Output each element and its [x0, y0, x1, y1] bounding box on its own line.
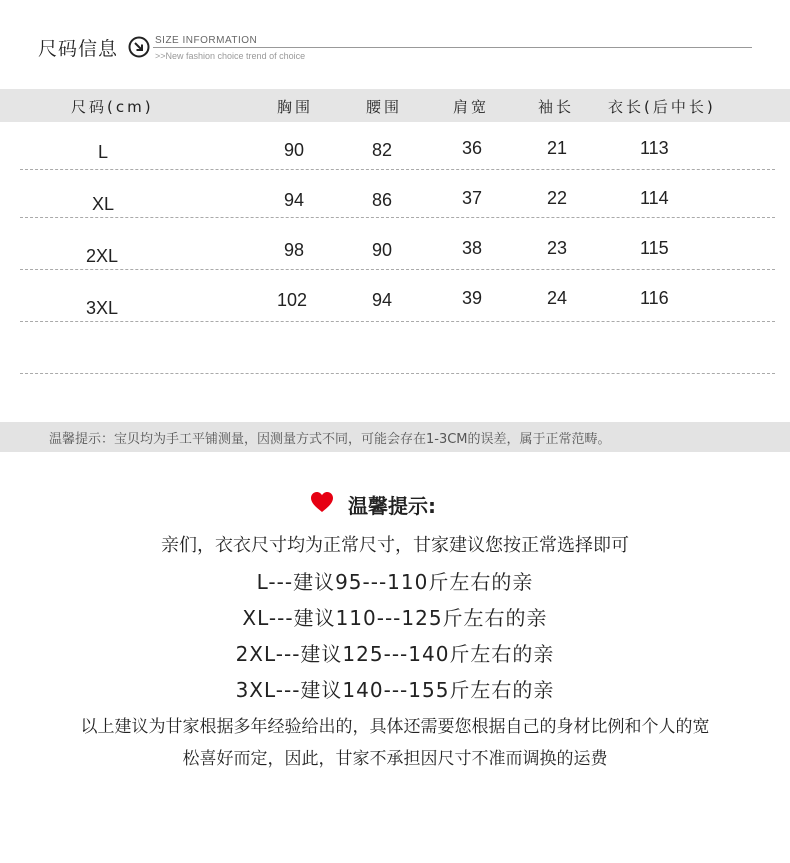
cell-chest: 94	[284, 190, 305, 210]
column-header-length: 衣长(后中长)	[608, 98, 716, 116]
notice-paragraph-line: 松喜好而定，因此，甘家不承担因尺寸不准而调换的运费	[182, 749, 608, 769]
cell-shoulder: 38	[462, 238, 483, 258]
column-header-size: 尺码(cm)	[71, 98, 154, 116]
cell-size: 3XL	[86, 298, 119, 318]
cell-size: 2XL	[86, 246, 119, 266]
cell-chest: 90	[284, 140, 305, 160]
cell-shoulder: 39	[462, 288, 483, 308]
cell-length: 116	[640, 288, 669, 308]
cell-length: 115	[640, 238, 669, 258]
column-header-chest: 胸围	[277, 98, 314, 116]
table-row	[20, 118, 775, 170]
notice-paragraph-line: 以上建议为甘家根据多年经验给出的，具体还需要您根据自己的身材比例和个人的宽	[80, 717, 710, 737]
column-header-shoulder: 肩宽	[453, 98, 490, 116]
cell-sleeve: 23	[547, 238, 568, 258]
cell-waist: 94	[372, 290, 393, 310]
table-row	[20, 218, 775, 270]
column-header-waist: 腰围	[366, 98, 403, 116]
notice-intro: 亲们，衣衣尺寸均为正常尺寸，甘家建议您按正常选择即可	[161, 535, 629, 556]
cell-waist: 90	[372, 240, 393, 260]
table-row-empty	[20, 322, 775, 374]
cell-sleeve: 24	[547, 288, 568, 308]
notice-title: 温馨提示:	[348, 494, 436, 518]
cell-chest: 98	[284, 240, 305, 260]
cell-waist: 86	[372, 190, 393, 210]
cell-shoulder: 36	[462, 138, 483, 158]
cell-size: L	[98, 142, 109, 162]
cell-length: 114	[640, 188, 669, 208]
size-recommendation: 2XL---建议125---140斤左右的亲	[235, 642, 555, 666]
cell-waist: 82	[372, 140, 393, 160]
cell-sleeve: 22	[547, 188, 568, 208]
heart-icon	[310, 491, 334, 513]
section-header	[38, 32, 752, 66]
header-divider	[153, 47, 752, 48]
cell-length: 113	[640, 138, 669, 158]
size-recommendation: 3XL---建议140---155斤左右的亲	[235, 678, 555, 702]
cell-chest: 102	[277, 290, 308, 310]
section-subtitle: SIZE INFORMATION	[155, 35, 258, 46]
arrow-circle-icon	[128, 36, 150, 58]
size-recommendation: L---建议95---110斤左右的亲	[256, 570, 534, 594]
measurement-tip-bar	[0, 422, 790, 452]
section-title: 尺码信息	[38, 38, 119, 60]
table-row	[20, 166, 775, 218]
section-tagline: >>New fashion choice trend of choice	[155, 51, 306, 61]
measurement-tip-text: 温馨提示：宝贝均为手工平铺测量，因测量方式不同，可能会存在1-3CM的误差，属于正常范畴。	[49, 432, 611, 447]
row-divider	[20, 373, 775, 374]
cell-sleeve: 21	[547, 138, 568, 158]
column-header-sleeve: 袖长	[538, 98, 575, 116]
size-recommendation: XL---建议110---125斤左右的亲	[242, 606, 548, 630]
table-row	[20, 270, 775, 322]
cell-size: XL	[92, 194, 115, 214]
cell-shoulder: 37	[462, 188, 483, 208]
